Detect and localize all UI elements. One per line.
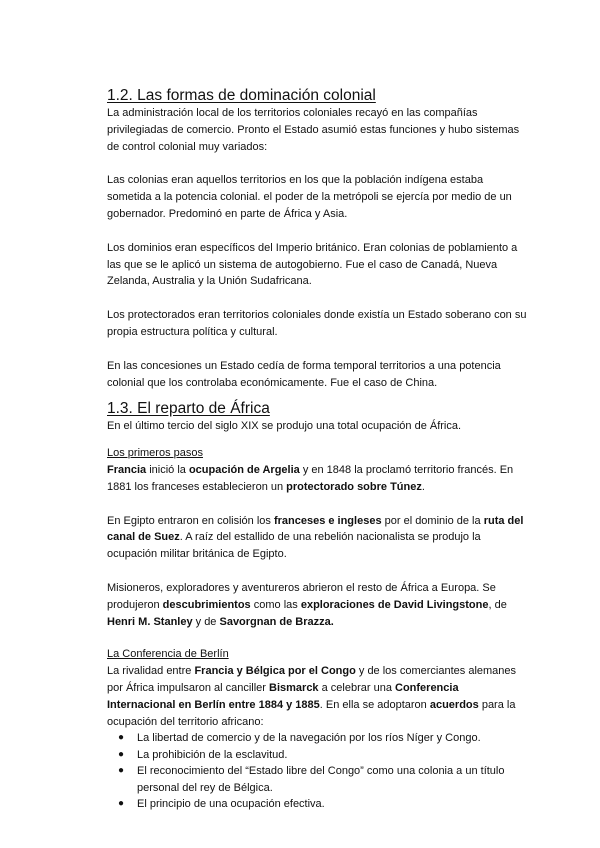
section-heading-formas-dominacion: 1.2. Las formas de dominación colonial bbox=[107, 87, 376, 104]
bullet-icon: ● bbox=[118, 798, 125, 810]
acuerdos-list bbox=[107, 730, 527, 813]
bullet-icon: ● bbox=[118, 765, 125, 777]
list-item: ● La prohibición de la esclavitud. bbox=[137, 747, 527, 764]
list-item: ● El reconocimiento del “Estado libre del Congo” como una colonia a un título personal del rey de Bélgica. bbox=[118, 765, 505, 794]
bullet-icon: ● bbox=[118, 748, 125, 760]
section-heading-reparto-africa: 1.3. El reparto de África bbox=[107, 400, 270, 418]
paragraph-egipto: En Egipto entraron en colisión los franceses e ingleses por el dominio de la ruta del canal de Suez. A raíz del estallido de una rebelión nacionalista se produjo la ocupación militar británica de Egipto. bbox=[107, 514, 524, 561]
list-item: ● La libertad de comercio y de la navegación por los ríos Níger y Congo. bbox=[137, 730, 527, 747]
paragraph-conferencia: La rivalidad entre Francia y Bélgica por el Congo y de los comerciantes alemanes por África impulsaron al canciller Bismarck a celebrar una Conferencia Internacional en Berlín entre 1884 y 1885. En ella se adoptaron acuerdos para la ocupación del territorio africano: bbox=[107, 665, 517, 728]
paragraph-concesiones: En las concesiones un Estado cedía de forma temporal territorios a una potencia colonial que los controlaba económicamente. Fue el caso de China. bbox=[107, 359, 501, 389]
paragraph-francia-argelia: Francia inició la ocupación de Argelia y en 1848 la proclamó territorio francés. En 1881 los franceses establecieron un protectorado sobre Túnez. bbox=[107, 463, 514, 493]
paragraph-protectorados: Los protectorados eran territorios coloniales donde existía un Estado soberano con su propia estructura política y cultural. bbox=[107, 309, 527, 338]
bullet-icon: ● bbox=[118, 732, 125, 744]
subheading-conferencia-berlin: La Conferencia de Berlín bbox=[107, 648, 229, 661]
list-item: ● El principio de una ocupación efectiva. bbox=[137, 796, 527, 813]
document-body bbox=[107, 86, 527, 813]
paragraph-colonias: Las colonias eran aquellos territorios en los que la población indígena estaba sometida a la potencia colonial. el poder de la metrópoli se ejercía por medio de un gobernador. Predominó en parte de África y Asia. bbox=[107, 174, 512, 220]
paragraph-administracion: La administración local de los territorios coloniales recayó en las compañías privilegiadas de comercio. Pronto el Estado asumió estas funciones y hubo sistemas de control colonial muy variados: bbox=[107, 107, 520, 153]
subheading-primeros-pasos: Los primeros pasos bbox=[107, 447, 203, 460]
paragraph-exploradores: Misioneros, exploradores y aventureros abrieron el resto de África a Europa. Se produjeron descubrimientos como las exploraciones de David Livingstone, de Henri M. Stanley y de Savorgnan de Brazza. bbox=[107, 581, 507, 628]
paragraph-dominios: Los dominios eran específicos del Imperio británico. Eran colonias de poblamiento a las que se le aplicó un sistema de autogobierno. Fue el caso de Canadá, Nueva Zelanda, Australia y la Unión Sudafricana. bbox=[107, 241, 518, 288]
paragraph-intro-reparto: En el último tercio del siglo XIX se produjo una total ocupación de África. bbox=[107, 420, 462, 433]
